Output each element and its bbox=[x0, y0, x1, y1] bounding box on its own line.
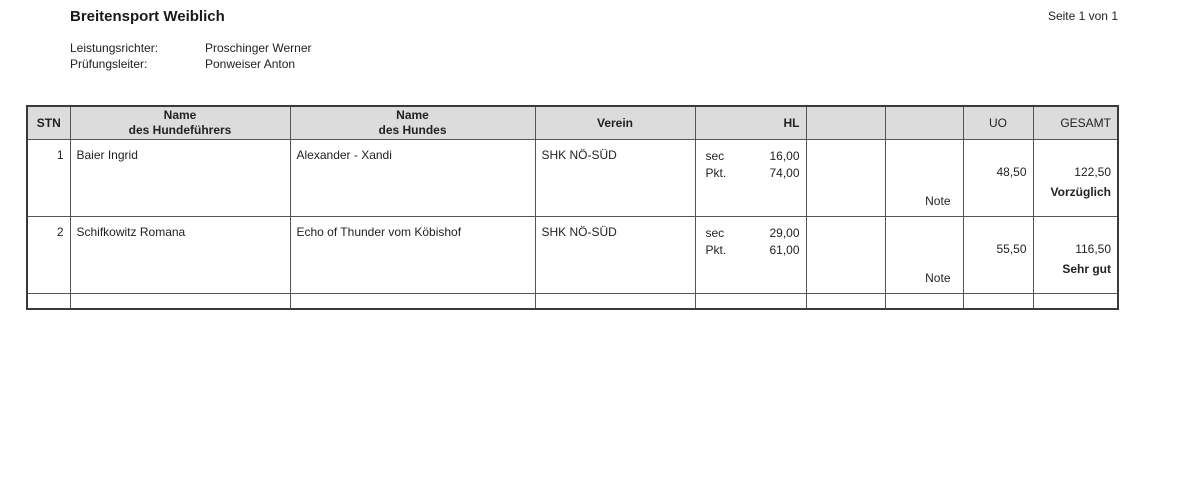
blank-cell bbox=[70, 294, 290, 310]
hl-cell bbox=[695, 217, 806, 294]
blank-cell bbox=[27, 294, 70, 310]
pkt-label: Pkt. bbox=[705, 166, 727, 180]
pkt-value: 61,00 bbox=[769, 243, 800, 257]
judge-label: Leistungsrichter: bbox=[70, 41, 159, 55]
header-empty-1 bbox=[806, 106, 885, 140]
note-label: Note bbox=[925, 194, 951, 208]
pkt-value: 74,00 bbox=[769, 166, 800, 180]
blank-cell bbox=[535, 294, 695, 310]
sec-label: sec bbox=[705, 149, 725, 163]
table-row bbox=[27, 140, 1118, 217]
club-cell: SHK NÖ-SÜD bbox=[535, 140, 695, 217]
total-value: 122,50 bbox=[1074, 165, 1111, 179]
note-cell bbox=[885, 217, 963, 294]
header-handler bbox=[70, 106, 290, 140]
header-row bbox=[27, 106, 1118, 140]
hl-cell bbox=[695, 140, 806, 217]
blank-cell bbox=[806, 294, 885, 310]
officials-block bbox=[70, 40, 312, 72]
blank-row bbox=[27, 294, 1118, 310]
total-cell bbox=[1033, 140, 1118, 217]
header-total: GESAMT bbox=[1033, 106, 1118, 140]
note-label: Note bbox=[925, 271, 951, 285]
blank-cell bbox=[1033, 294, 1118, 310]
hl-pkt-line bbox=[702, 165, 800, 182]
rank-cell: 1 bbox=[27, 140, 70, 217]
grade-label: Sehr gut bbox=[1062, 262, 1111, 276]
header-dog bbox=[290, 106, 535, 140]
header-dog-line2: des Hundes bbox=[378, 123, 447, 137]
hl-pkt-line bbox=[702, 242, 800, 259]
leader-row bbox=[70, 56, 312, 72]
empty-cell bbox=[806, 217, 885, 294]
judge-row bbox=[70, 40, 312, 56]
table-row bbox=[27, 217, 1118, 294]
uo-cell bbox=[963, 140, 1033, 217]
club-cell: SHK NÖ-SÜD bbox=[535, 217, 695, 294]
sec-label: sec bbox=[705, 226, 725, 240]
uo-value: 55,50 bbox=[996, 242, 1027, 256]
hl-sec-line bbox=[702, 148, 800, 165]
header-handler-line2: des Hundeführers bbox=[128, 123, 232, 137]
uo-cell bbox=[963, 217, 1033, 294]
rank-cell: 2 bbox=[27, 217, 70, 294]
hl-sec-line bbox=[702, 225, 800, 242]
note-cell bbox=[885, 140, 963, 217]
judge-value: Proschinger Werner bbox=[205, 41, 312, 55]
header-uo: UO bbox=[963, 106, 1033, 140]
page-number: Seite 1 von 1 bbox=[1047, 9, 1118, 23]
empty-cell bbox=[806, 140, 885, 217]
leader-value: Ponweiser Anton bbox=[205, 57, 296, 71]
header-handler-line1: Name bbox=[163, 108, 197, 122]
pkt-label: Pkt. bbox=[705, 243, 727, 257]
blank-cell bbox=[695, 294, 806, 310]
handler-cell: Baier Ingrid bbox=[70, 140, 290, 217]
total-cell bbox=[1033, 217, 1118, 294]
handler-cell: Schifkowitz Romana bbox=[70, 217, 290, 294]
leader-label: Prüfungsleiter: bbox=[70, 57, 148, 71]
sec-value: 16,00 bbox=[769, 149, 800, 163]
header-club: Verein bbox=[535, 106, 695, 140]
header-stn: STN bbox=[27, 106, 70, 140]
header-dog-line1: Name bbox=[396, 108, 429, 122]
results-table bbox=[26, 105, 1119, 310]
blank-cell bbox=[290, 294, 535, 310]
total-value: 116,50 bbox=[1075, 242, 1111, 256]
blank-cell bbox=[963, 294, 1033, 310]
dog-cell: Alexander - Xandi bbox=[290, 140, 535, 217]
report-title: Breitensport Weiblich bbox=[70, 8, 225, 25]
sec-value: 29,00 bbox=[769, 226, 800, 240]
header-empty-2 bbox=[885, 106, 963, 140]
dog-cell: Echo of Thunder vom Köbishof bbox=[290, 217, 535, 294]
uo-value: 48,50 bbox=[996, 165, 1027, 179]
grade-label: Vorzüglich bbox=[1050, 185, 1111, 199]
header-hl: HL bbox=[695, 106, 806, 140]
blank-cell bbox=[885, 294, 963, 310]
